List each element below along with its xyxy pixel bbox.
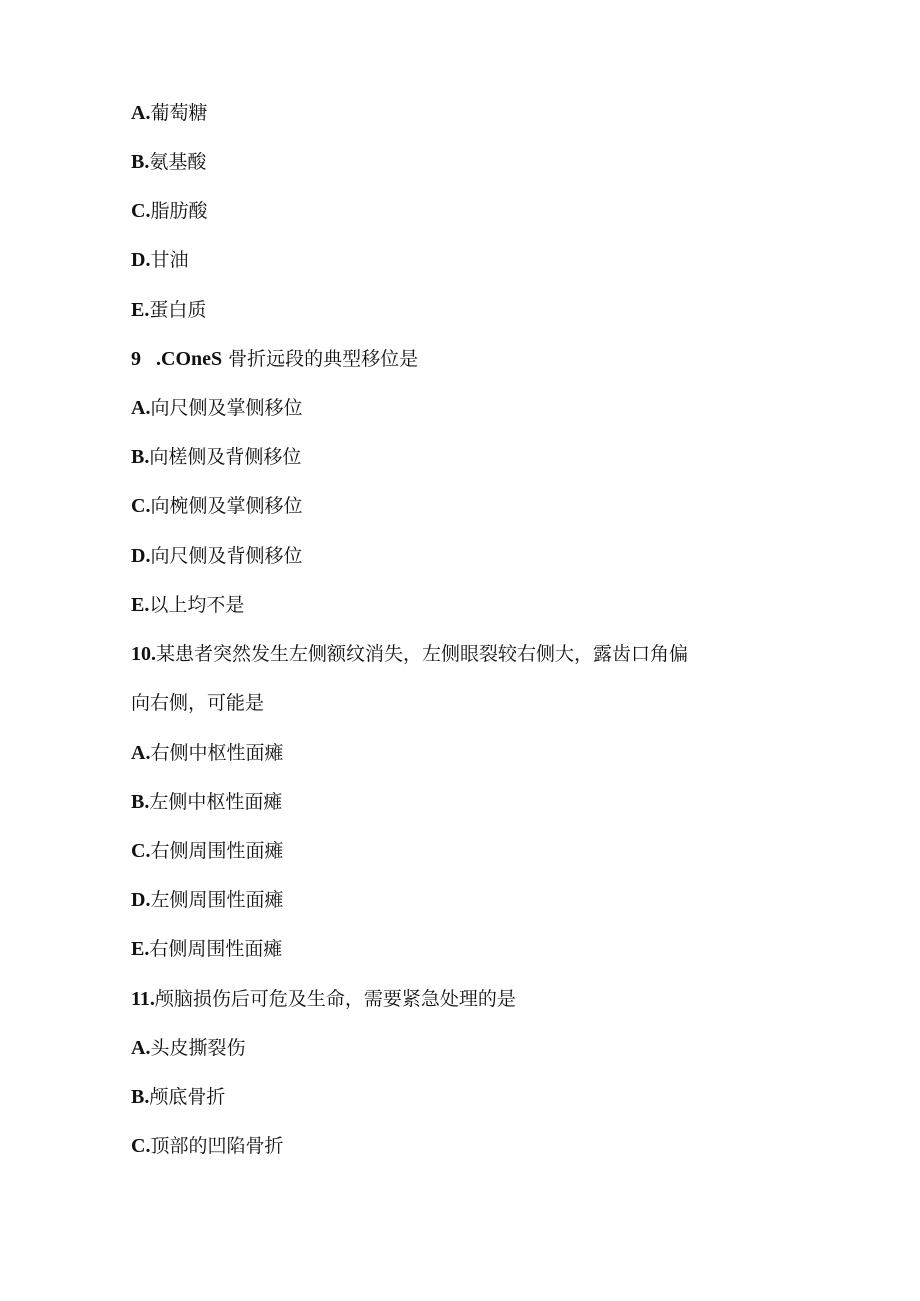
option-label: B.: [131, 151, 150, 173]
option-line: [131, 544, 302, 568]
option-line: [131, 248, 188, 272]
option-line: [131, 396, 302, 420]
option-label: C.: [131, 840, 151, 862]
option-line: [131, 593, 244, 617]
question-line: [131, 347, 418, 371]
option-label: A.: [131, 102, 151, 124]
option-text: 葡萄糖: [150, 102, 208, 124]
question-line: [131, 987, 516, 1011]
question-number: 10.: [131, 643, 156, 665]
option-label: B.: [131, 446, 150, 468]
question-number: 11.: [131, 988, 155, 1010]
question-number: 9 .COneS: [131, 348, 223, 370]
option-text: 颅底骨折: [149, 1086, 226, 1108]
option-label: D.: [131, 889, 151, 911]
question-line: [131, 642, 688, 666]
option-line: [131, 150, 206, 174]
option-text: 向槎侧及背侧移位: [149, 446, 302, 468]
option-line: [131, 790, 282, 814]
option-text: 以上均不是: [149, 594, 245, 616]
option-label: D.: [131, 545, 151, 567]
option-line: [131, 298, 206, 322]
option-line: [131, 839, 283, 863]
option-label: C.: [131, 1135, 151, 1157]
option-text: 蛋白质: [149, 299, 207, 321]
option-text: 氨基酸: [149, 151, 207, 173]
option-text: 右侧周围性面瘫: [149, 938, 283, 960]
option-text: 头皮撕裂伤: [150, 1037, 246, 1059]
option-label: C.: [131, 200, 151, 222]
option-label: E.: [131, 299, 150, 321]
option-label: C.: [131, 495, 151, 517]
option-line: [131, 199, 207, 223]
question-text: 骨折远段的典型移位是: [222, 348, 419, 370]
option-line: [131, 888, 283, 912]
question-text: 颅脑损伤后可危及生命，需要紧急处理的是: [154, 988, 516, 1010]
option-text: 右侧周围性面瘫: [150, 840, 284, 862]
option-label: B.: [131, 791, 150, 813]
option-text: 右侧中枢性面瘫: [150, 742, 284, 764]
option-text: 脂肪酸: [150, 200, 208, 222]
option-label: A.: [131, 397, 151, 419]
option-label: E.: [131, 594, 150, 616]
option-line: [131, 741, 283, 765]
option-line: [131, 1085, 225, 1109]
option-text: 向尺侧及背侧移位: [150, 545, 303, 567]
option-label: E.: [131, 938, 150, 960]
option-text: 左侧中枢性面瘫: [149, 791, 283, 813]
option-text: 向椀侧及掌侧移位: [150, 495, 303, 517]
option-text: 顶部的凹陷骨折: [150, 1135, 284, 1157]
option-label: D.: [131, 249, 151, 271]
option-label: A.: [131, 1037, 151, 1059]
option-line: [131, 937, 282, 961]
option-line: [131, 445, 301, 469]
option-line: [131, 494, 302, 518]
option-label: A.: [131, 742, 151, 764]
question-text: 向右侧，可能是: [131, 692, 265, 714]
question-text: 某患者突然发生左侧额纹消失，左侧眼裂较右侧大，露齿口角偏: [156, 643, 689, 665]
option-line: [131, 1036, 245, 1060]
option-text: 左侧周围性面瘫: [150, 889, 284, 911]
option-text: 向尺侧及掌侧移位: [150, 397, 303, 419]
option-line: [131, 101, 207, 125]
option-text: 甘油: [150, 249, 189, 271]
option-label: B.: [131, 1086, 150, 1108]
option-line: [131, 1134, 283, 1158]
question-line-continued: [131, 691, 264, 715]
